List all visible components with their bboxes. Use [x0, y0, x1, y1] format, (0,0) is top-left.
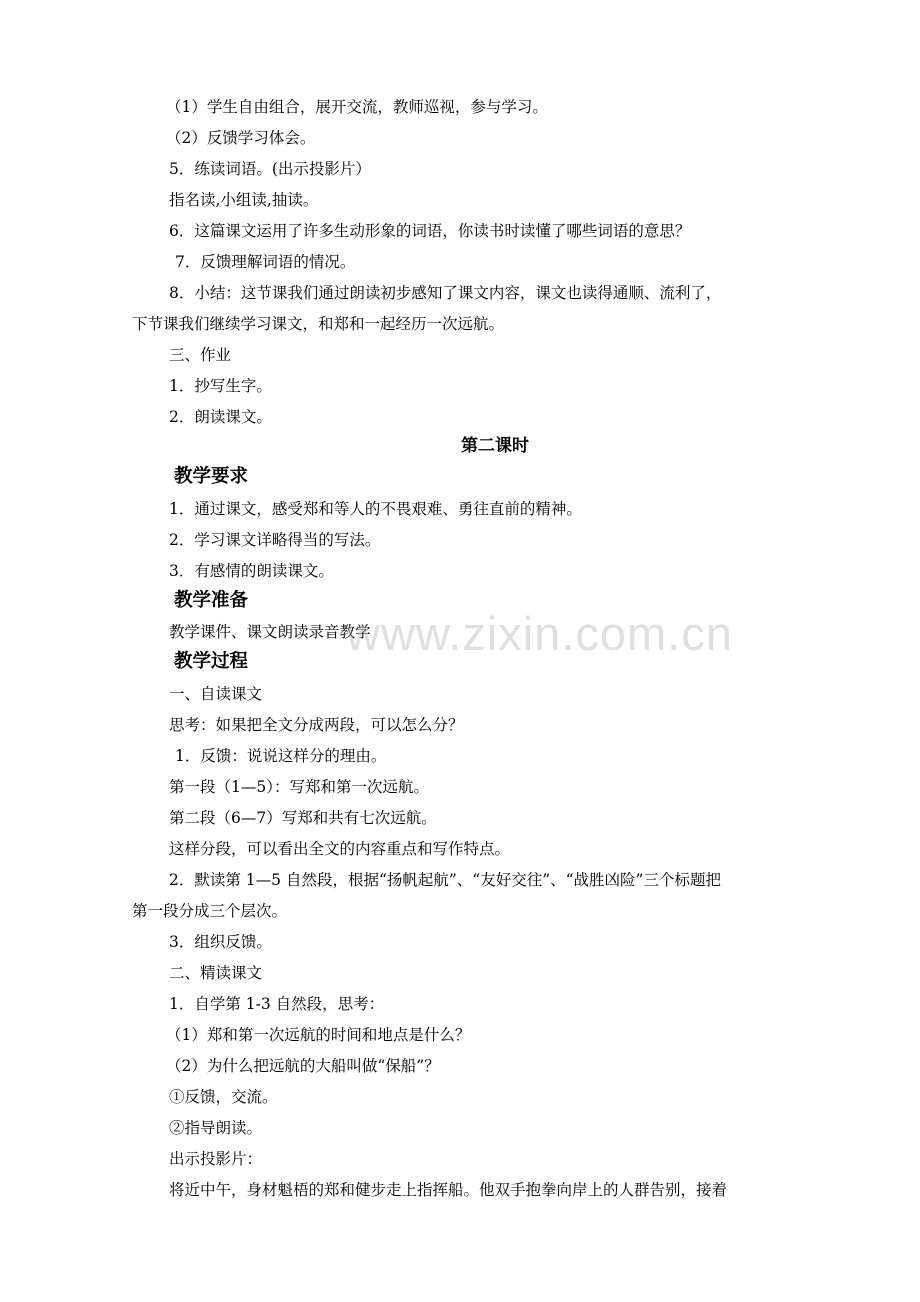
requirement-item: 3．有感情的朗读课文。 [169, 562, 334, 580]
requirement-item: 1．通过课文，感受郑和等人的不畏艰难、勇往直前的精神。 [169, 500, 582, 518]
process-line: （1）郑和第一次远航的时间和地点是什么？ [166, 1026, 471, 1044]
process-line: （2）为什么把远航的大船叫做“保船”？ [166, 1057, 440, 1075]
process-line: 第一段（1—5）：写郑和第一次远航。 [169, 778, 429, 796]
process-line: 第一段分成三个层次。 [132, 902, 288, 920]
text-line: 5．练读词语。(出示投影片） [169, 160, 371, 178]
process-line: 二、精读课文 [169, 964, 263, 982]
watermark: www.zixin.com.cn [346, 607, 733, 660]
text-line: 下节课我们继续学习课文，和郑和一起经历一次远航。 [132, 315, 505, 333]
text-line: 2．朗读课文。 [169, 408, 272, 426]
process-line: 出示投影片： [169, 1150, 263, 1168]
process-line: ②指导朗读。 [169, 1119, 263, 1137]
process-line: 思考：如果把全文分成两段，可以怎么分？ [169, 716, 464, 734]
heading-preparation: 教学准备 [174, 590, 249, 611]
text-line: 7．反馈理解词语的情况。 [175, 253, 356, 271]
text-line: 三、作业 [169, 346, 232, 364]
section-title: 第二课时 [461, 436, 529, 456]
text-line: 6．这篇课文运用了许多生动形象的词语，你读书时读懂了哪些词语的意思？ [169, 222, 691, 240]
text-line: 8．小结：这节课我们通过朗读初步感知了课文内容，课文也读得通顺、流利了， [169, 284, 722, 302]
process-line: 1．自学第 1-3 自然段，思考： [169, 995, 385, 1013]
process-line: 1．反馈：说说这样分的理由。 [175, 747, 387, 765]
text-line: 指名读,小组读,抽读。 [169, 191, 319, 209]
requirement-item: 2．学习课文详略得当的写法。 [169, 531, 381, 549]
heading-process: 教学过程 [174, 651, 249, 672]
text-line: （2）反馈学习体会。 [166, 129, 316, 147]
process-line: 一、自读课文 [169, 685, 263, 703]
process-line: 3．组织反馈。 [169, 933, 272, 951]
heading-requirements: 教学要求 [174, 466, 249, 487]
process-line: 这样分段，可以看出全文的内容重点和写作特点。 [169, 840, 511, 858]
process-line: 第二段（6—7）写郑和共有七次远航。 [169, 809, 437, 827]
process-line: 将近中午，身材魁梧的郑和健步走上指挥船。他双手抱拳向岸上的人群告别，接着 [169, 1181, 728, 1199]
text-line: （1）学生自由组合，展开交流，教师巡视，参与学习。 [166, 98, 548, 116]
process-line: 2．默读第 1—5 自然段，根据“扬帆起航”、“友好交往”、“战胜凶险”三个标题把 [169, 871, 721, 889]
preparation-text: 教学课件、课文朗读录音教学 [169, 623, 371, 641]
process-line: ①反馈，交流。 [169, 1088, 278, 1106]
text-line: 1．抄写生字。 [169, 377, 272, 395]
